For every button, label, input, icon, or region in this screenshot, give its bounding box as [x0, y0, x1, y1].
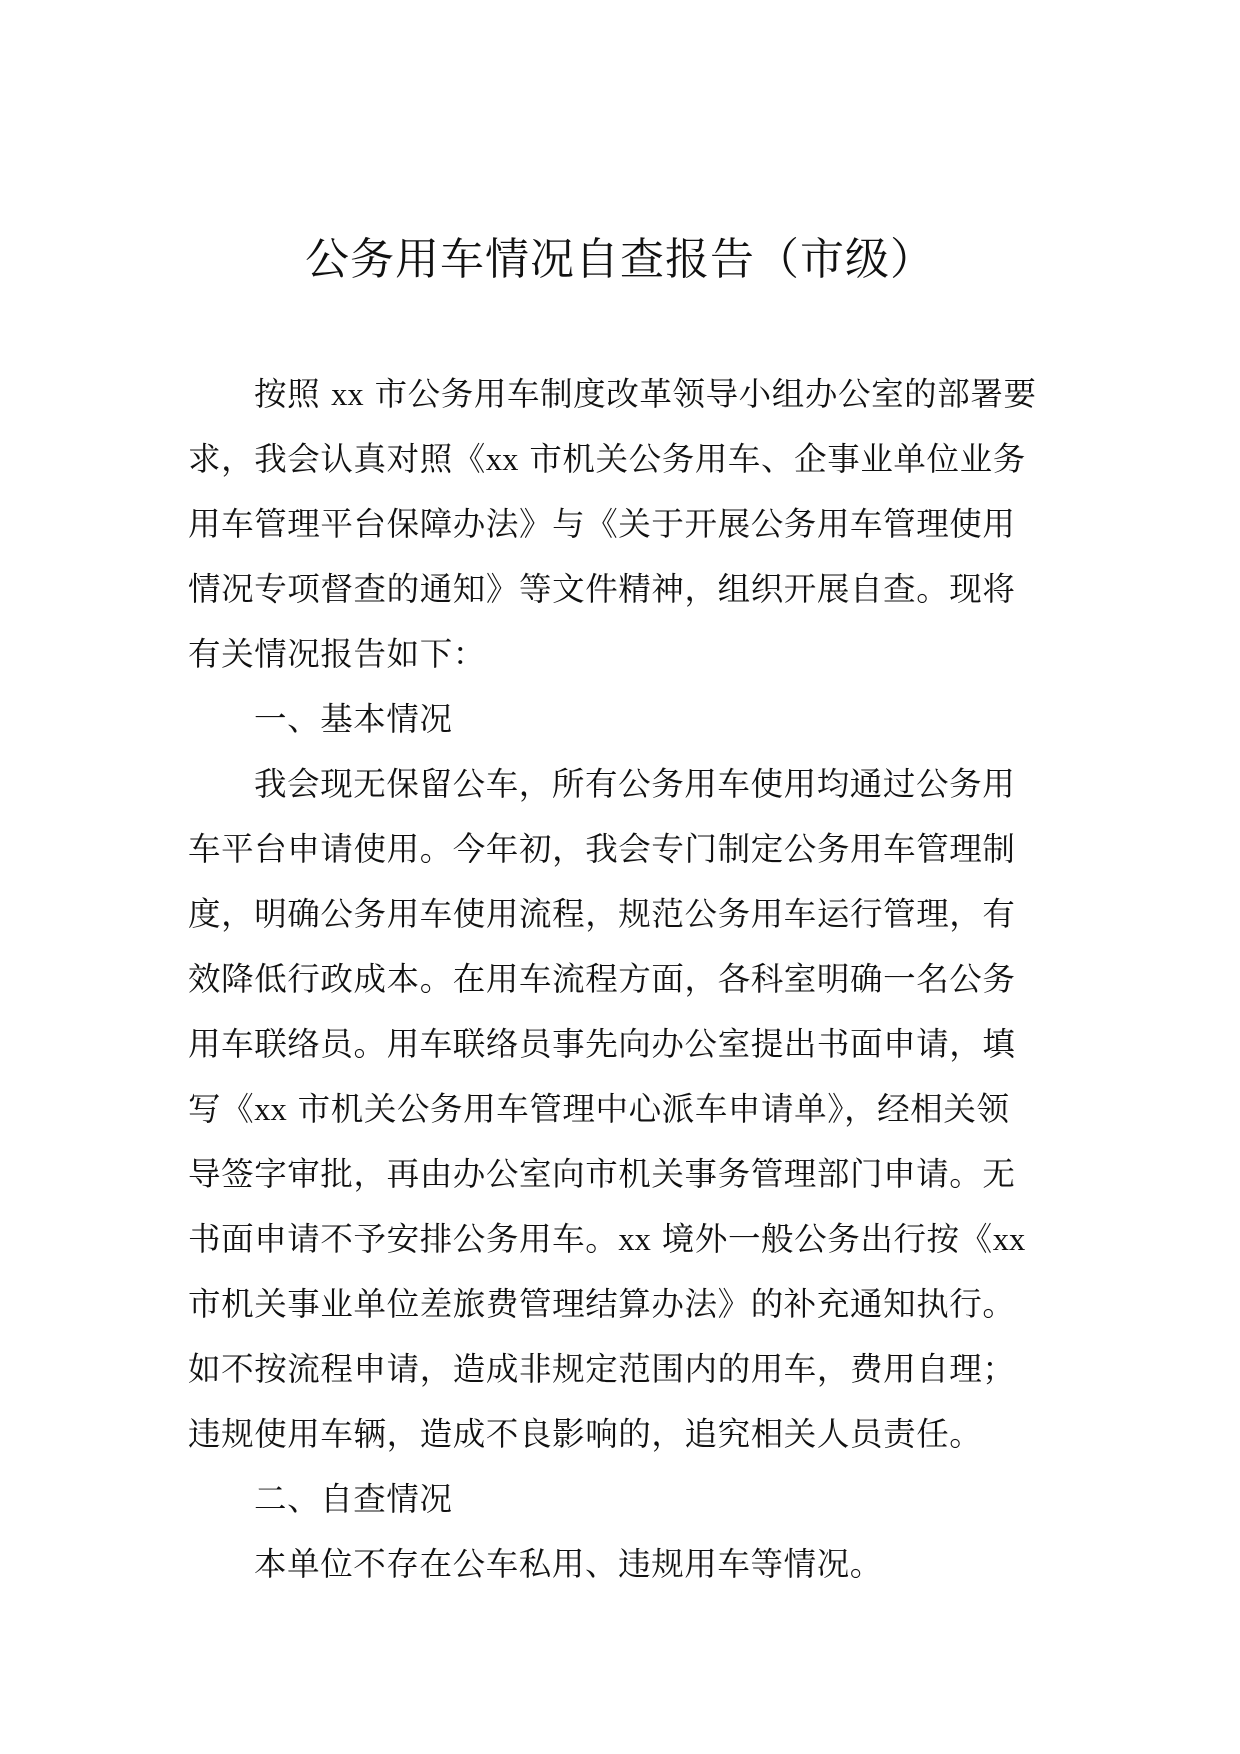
- paragraph-line: 违规使用车辆，造成不良影响的，追究相关人员责任。: [188, 1415, 983, 1453]
- document-title: 公务用车情况自查报告（市级）: [305, 234, 935, 285]
- paragraph-line: 如不按流程申请，造成非规定范围内的用车，费用自理；: [188, 1350, 1016, 1388]
- paragraph-line: 用车联络员。用车联络员事先向办公室提出书面申请，填: [188, 1025, 1016, 1063]
- paragraph-line: 一、基本情况: [254, 700, 453, 738]
- paragraph-line: 导签字审批，再由办公室向市机关事务管理部门申请。无: [188, 1155, 1016, 1193]
- paragraph-line: 用车管理平台保障办法》与《关于开展公务用车管理使用: [188, 505, 1016, 543]
- paragraph-line: 本单位不存在公车私用、违规用车等情况。: [254, 1545, 883, 1583]
- paragraph-line: 我会现无保留公车，所有公务用车使用均通过公务用: [254, 765, 1016, 803]
- paragraph-line: 车平台申请使用。今年初，我会专门制定公务用车管理制: [188, 830, 1016, 868]
- paragraph-line: 情况专项督查的通知》等文件精神，组织开展自查。现将: [188, 570, 1016, 608]
- paragraph-line: 二、自查情况: [254, 1480, 453, 1518]
- paragraph-line: 效降低行政成本。在用车流程方面，各科室明确一名公务: [188, 960, 1016, 998]
- paragraph-line: 求，我会认真对照《xx 市机关公务用车、企事业单位业务: [188, 440, 1026, 478]
- document-body: [188, 362, 1063, 1597]
- paragraph-line: 按照 xx 市公务用车制度改革领导小组办公室的部署要: [254, 375, 1037, 413]
- paragraph-line: 写《xx 市机关公务用车管理中心派车申请单》，经相关领: [188, 1090, 1010, 1128]
- paragraph-line: 书面申请不予安排公务用车。xx 境外一般公务出行按《xx: [188, 1220, 1026, 1258]
- paragraph-line: 有关情况报告如下：: [188, 635, 486, 673]
- paragraph-line: 市机关事业单位差旅费管理结算办法》的补充通知执行。: [188, 1285, 1016, 1323]
- paragraph-line: 度，明确公务用车使用流程，规范公务用车运行管理，有: [188, 895, 1016, 933]
